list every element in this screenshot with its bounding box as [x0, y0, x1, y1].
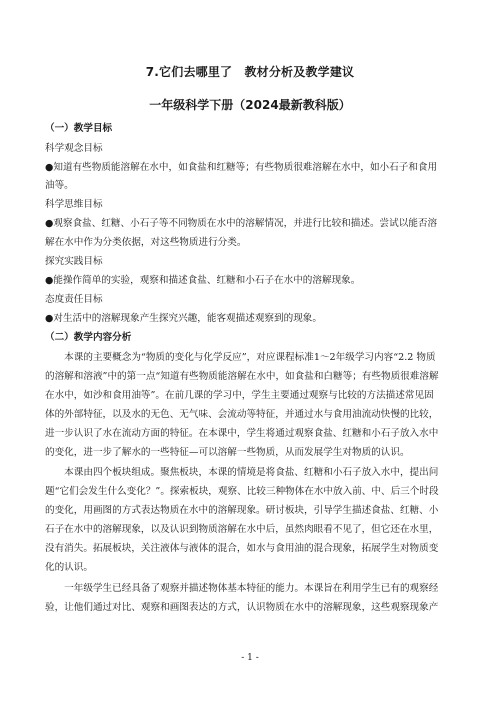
- goal-label-practice: 探究实践目标: [45, 256, 103, 267]
- paragraph-line: 在水中，如沙和食用油等”。在前几课的学习中，学生主要通过观察与比较的方法描述常见固: [45, 390, 434, 401]
- document-title: 7.它们去哪里了 教材分析及教学建议: [145, 65, 355, 79]
- paragraph-line: 石子在水中的溶解现象，以及认识到物质溶解在水中后，虽然肉眼看不见了，但它还在水里，: [45, 524, 439, 535]
- paragraph-line: 的变化，进一步了解水的一些特征—可以溶解一些物质，从而发展学生对物质的认识。: [45, 447, 410, 458]
- goal-text-line: 油等。: [45, 180, 74, 191]
- paragraph-line: 题“它们会发生什么变化？”。探索板块，观察、比较三种物体在水中放入前、中、后三个时段: [45, 486, 439, 497]
- goal-text-line: ●观察食盐、红糖、小石子等不同物质在水中的溶解情况，并进行比较和描述。尝试以能否溶: [45, 218, 438, 229]
- section-heading-content-analysis: （二）教学内容分析: [45, 332, 132, 343]
- paragraph-line: 化的认识。: [45, 562, 93, 573]
- goal-text-line: ●知道有些物质能溶解在水中，如食盐和红糖等；有些物质很难溶解在水中，如小石子和食用: [45, 162, 438, 173]
- paragraph-line: 本课由四个板块组成。聚焦板块，本课的情境是将食盐、红糖和小石子放入水中，提出问: [45, 467, 439, 478]
- goal-text-line: 解在水中作为分类依据，对这些物质进行分类。: [45, 237, 247, 248]
- paragraph-line: 本课的主要概念为“物质的变化与化学反应”，对应课程标准1～2年级学习内容“2.2 物质: [45, 352, 436, 363]
- page-number: - 1 -: [241, 653, 259, 663]
- paragraph-line: 的溶解和溶液”中的第一点“知道有些物质能溶解在水中，如食盐和白糖等；有些物质很难溶解: [45, 371, 439, 382]
- goal-text-line: ●能操作简单的实验，观察和描述食盐、红糖和小石子在水中的溶解现象。: [45, 275, 361, 286]
- goal-label-thinking: 科学思维目标: [45, 199, 103, 210]
- goal-label-attitude: 态度责任目标: [45, 294, 103, 305]
- paragraph-line: 一年级学生已经具备了观察并描述物体基本特征的能力。本课旨在利用学生已有的观察经: [45, 583, 439, 594]
- paragraph-line: 进一步认识了水在流动方面的特征。在本课中，学生将通过观察食盐、红糖和小石子放入水中: [45, 428, 439, 439]
- section-heading-teaching-goals: （一）教学目标: [45, 123, 113, 134]
- goal-text-line: ●对生活中的溶解现象产生探究兴趣，能客观描述观察到的现象。: [45, 313, 322, 324]
- paragraph-line: 的变化，用画图的方式表达物质在水中的溶解现象。研讨板块，引导学生描述食盐、红糖、小: [45, 505, 439, 516]
- paragraph-line: 验，让他们通过对比、观察和画图表达的方式，认识物质在水中的溶解现象，这些观察现象产: [45, 602, 439, 613]
- document-subtitle: 一年级科学下册（2024最新教科版）: [149, 98, 351, 112]
- paragraph-line: 没有消失。拓展板块，关注液体与液体的混合，如水与食用油的混合现象，拓展学生对物质变: [45, 543, 439, 554]
- goal-label-concept: 科学观念目标: [45, 143, 103, 154]
- paragraph-line: 体的外部特征，以及水的无色、无气味、会流动等特征，并通过水与食用油流动快慢的比较，: [45, 409, 439, 420]
